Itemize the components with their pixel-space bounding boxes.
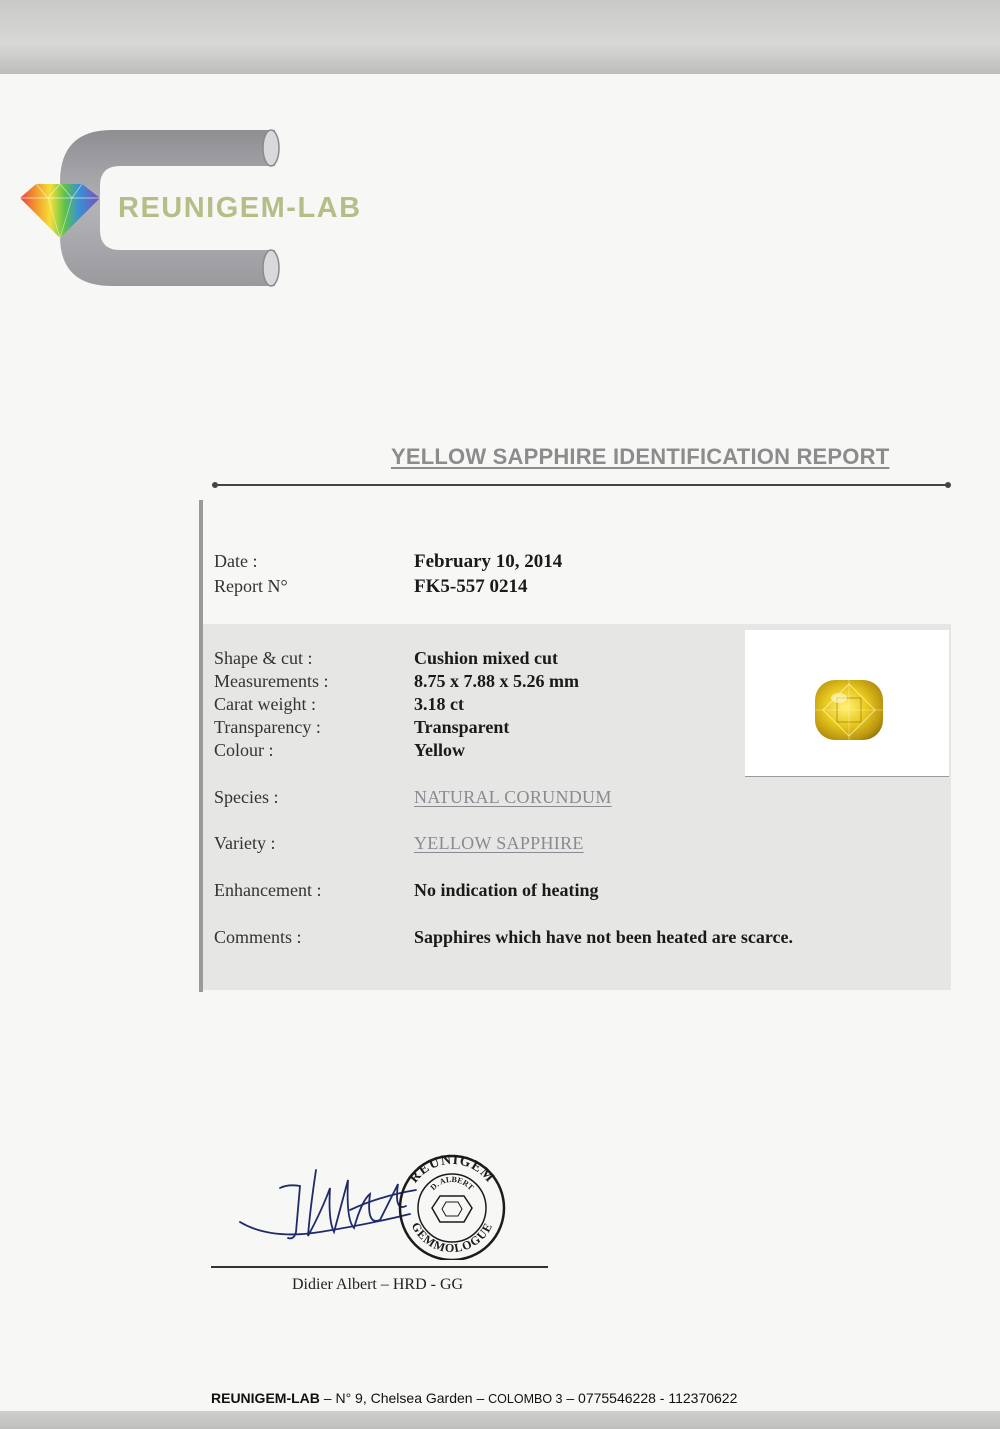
enhancement-label: Enhancement : bbox=[214, 880, 322, 900]
signer-name: Didier Albert – HRD - GG bbox=[292, 1276, 464, 1293]
brand-name: REUNIGEM-LAB bbox=[118, 192, 362, 224]
stamp-inner-text: D. ALBERT bbox=[428, 1174, 476, 1193]
measurements-value: 8.75 x 7.88 x 5.26 mm bbox=[414, 671, 579, 691]
colour-label: Colour : bbox=[214, 740, 274, 760]
handwritten-signature bbox=[240, 1170, 416, 1238]
stamp-top-text: REUNIGEM bbox=[406, 1152, 498, 1187]
scan-bottom-edge bbox=[0, 1411, 1000, 1429]
report-number-value: FK5-557 0214 bbox=[414, 576, 528, 597]
species-label: Species : bbox=[214, 787, 279, 807]
enhancement-value: No indication of heating bbox=[414, 880, 599, 900]
carat-value: 3.18 ct bbox=[414, 694, 464, 714]
variety-value: YELLOW SAPPHIRE bbox=[414, 833, 584, 853]
measurements-label: Measurements : bbox=[214, 671, 329, 691]
title-divider bbox=[215, 484, 948, 486]
gemmologue-stamp bbox=[400, 1153, 504, 1260]
footer-street: – N° 9, Chelsea Garden – bbox=[319, 1390, 489, 1406]
report-number-label: Report N° bbox=[214, 576, 288, 596]
variety-label: Variety : bbox=[214, 833, 276, 853]
signature-line bbox=[211, 1266, 548, 1268]
transparency-label: Transparency : bbox=[214, 717, 321, 737]
report-title: YELLOW SAPPHIRE IDENTIFICATION REPORT bbox=[391, 444, 890, 469]
footer-lab-name: REUNIGEM-LAB bbox=[211, 1390, 320, 1406]
species-value: NATURAL CORUNDUM bbox=[414, 787, 612, 807]
comments-value: Sapphires which have not been heated are scarce. bbox=[414, 927, 794, 947]
signature-and-stamp bbox=[230, 1140, 540, 1260]
footer-city: COLOMBO 3 bbox=[488, 1392, 563, 1406]
stamp-bottom-text: GEMMOLOGUE bbox=[408, 1219, 496, 1256]
yellow-sapphire-image bbox=[809, 674, 889, 746]
shape-label: Shape & cut : bbox=[214, 648, 313, 668]
transparency-value: Transparent bbox=[414, 717, 510, 737]
gem-photo bbox=[745, 630, 949, 777]
scan-top-edge bbox=[0, 0, 1000, 74]
colour-value: Yellow bbox=[414, 740, 465, 760]
date-value: February 10, 2014 bbox=[414, 551, 563, 572]
footer-phones: – 0775546228 - 112370622 bbox=[562, 1390, 738, 1406]
shape-value: Cushion mixed cut bbox=[414, 648, 559, 668]
footer-address bbox=[211, 1390, 737, 1406]
date-label: Date : bbox=[214, 551, 258, 571]
carat-label: Carat weight : bbox=[214, 694, 316, 714]
comments-label: Comments : bbox=[214, 927, 302, 947]
